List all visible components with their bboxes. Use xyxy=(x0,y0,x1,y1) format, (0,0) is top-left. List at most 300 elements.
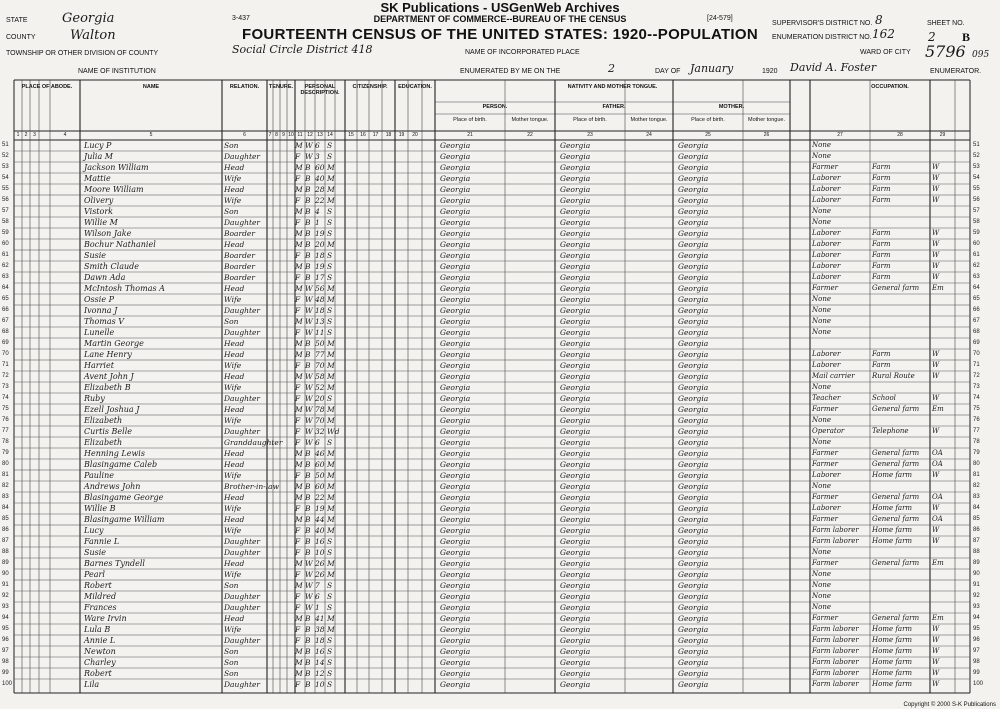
cell-sex: F xyxy=(295,415,301,425)
cell-mbirth: Georgia xyxy=(678,613,709,623)
cell-relation: Boarder xyxy=(224,250,255,260)
cell-mbirth: Georgia xyxy=(678,437,709,447)
cell-relation: Daughter xyxy=(224,426,260,436)
cell-race: W xyxy=(305,591,313,601)
row-number-left: 57 xyxy=(2,208,9,214)
cell-cls: W xyxy=(932,173,940,182)
column-number: 25 xyxy=(705,132,711,138)
cell-name: Olivery xyxy=(84,195,114,205)
cell-name: Julia M xyxy=(84,151,113,161)
cell-sex: M xyxy=(295,140,303,150)
cell-race: W xyxy=(305,580,313,590)
cell-marital: S xyxy=(327,635,333,645)
cell-relation: Wife xyxy=(224,360,242,370)
row-number-right: 67 xyxy=(973,318,980,324)
cell-name: Ruby xyxy=(84,393,105,403)
enumerator-name: David A. Foster xyxy=(790,61,877,74)
cell-birth: Georgia xyxy=(440,316,471,326)
cell-mbirth: Georgia xyxy=(678,569,709,579)
cell-occ: Farm laborer xyxy=(812,657,859,666)
cell-relation: Head xyxy=(224,162,245,172)
cell-ind: Farm xyxy=(872,349,891,358)
cell-sex: M xyxy=(295,558,303,568)
person-tongue-header: Mother tongue. xyxy=(511,117,549,123)
cell-name: Elizabeth B xyxy=(84,382,131,392)
enumeration-district-number: 162 xyxy=(872,27,895,41)
cell-mbirth: Georgia xyxy=(678,217,709,227)
cell-cls: Em xyxy=(932,283,944,292)
cell-age: 19 xyxy=(315,261,325,271)
cell-mbirth: Georgia xyxy=(678,173,709,183)
cell-fbirth: Georgia xyxy=(560,327,591,337)
supervisor-number: 8 xyxy=(875,13,883,27)
cell-relation: Daughter xyxy=(224,635,260,645)
cell-occ: Farmer xyxy=(812,459,839,468)
cell-relation: Head xyxy=(224,184,245,194)
row-number-left: 58 xyxy=(2,219,9,225)
row-number-right: 57 xyxy=(973,208,980,214)
cell-relation: Head xyxy=(224,404,245,414)
cell-relation: Wife xyxy=(224,525,242,535)
cell-occ: Farmer xyxy=(812,404,839,413)
row-number-left: 61 xyxy=(2,252,9,258)
cell-ind: Home farm xyxy=(872,525,913,534)
cell-sex: F xyxy=(295,437,301,447)
cell-race: W xyxy=(305,426,313,436)
cell-fbirth: Georgia xyxy=(560,305,591,315)
cell-sex: F xyxy=(295,250,301,260)
tenure-header: TENURE. xyxy=(268,84,294,90)
cell-fbirth: Georgia xyxy=(560,338,591,348)
cell-sex: M xyxy=(295,228,303,238)
mother-header: MOTHER. xyxy=(718,104,745,110)
row-number-right: 87 xyxy=(973,538,980,544)
cell-mbirth: Georgia xyxy=(678,195,709,205)
cell-name: Lane Henry xyxy=(84,349,132,359)
cell-race: W xyxy=(305,558,313,568)
cell-sex: M xyxy=(295,580,303,590)
cell-race: B xyxy=(305,184,311,194)
cell-race: B xyxy=(305,459,311,469)
cell-birth: Georgia xyxy=(440,657,471,667)
relation-header: RELATION. xyxy=(229,84,260,90)
cell-birth: Georgia xyxy=(440,569,471,579)
cell-birth: Georgia xyxy=(440,239,471,249)
cell-age: 32 xyxy=(315,426,325,436)
cell-birth: Georgia xyxy=(440,305,471,315)
cell-marital: M xyxy=(327,492,335,502)
cell-marital: S xyxy=(327,679,333,689)
cell-cls: OA xyxy=(932,492,943,501)
cell-name: Charley xyxy=(84,657,116,667)
cell-ind: Farm xyxy=(872,272,891,281)
cell-name: Lunelle xyxy=(84,327,115,337)
cell-name: Lucy xyxy=(84,525,104,535)
cell-marital: S xyxy=(327,206,333,216)
cell-sex: F xyxy=(295,536,301,546)
cell-cls: OA xyxy=(932,514,943,523)
cell-name: Moore William xyxy=(84,184,144,194)
cell-marital: S xyxy=(327,305,333,315)
cell-name: Elizabeth xyxy=(84,415,123,425)
cell-age: 40 xyxy=(315,173,325,183)
cell-age: 60 xyxy=(315,162,325,172)
township-label: TOWNSHIP OR OTHER DIVISION OF COUNTY xyxy=(6,50,159,57)
cell-age: 12 xyxy=(315,668,325,678)
cell-mbirth: Georgia xyxy=(678,591,709,601)
cell-age: 17 xyxy=(315,272,325,282)
cell-name: Willie B xyxy=(84,503,116,513)
cell-age: 18 xyxy=(315,305,325,315)
cell-fbirth: Georgia xyxy=(560,239,591,249)
row-number-right: 96 xyxy=(973,637,980,643)
cell-relation: Head xyxy=(224,283,245,293)
cell-marital: M xyxy=(327,448,335,458)
cell-name: Lula B xyxy=(84,624,111,634)
cell-race: B xyxy=(305,360,311,370)
cell-fbirth: Georgia xyxy=(560,481,591,491)
cell-name: Frances xyxy=(84,602,117,612)
cell-age: 28 xyxy=(315,184,325,194)
cell-birth: Georgia xyxy=(440,437,471,447)
cell-mbirth: Georgia xyxy=(678,558,709,568)
row-number-right: 75 xyxy=(973,406,980,412)
institution-label: NAME OF INSTITUTION xyxy=(78,68,156,75)
cell-occ: None xyxy=(812,206,831,215)
row-number-right: 76 xyxy=(973,417,980,423)
cell-race: B xyxy=(305,228,311,238)
cell-age: 50 xyxy=(315,338,325,348)
cell-fbirth: Georgia xyxy=(560,679,591,689)
cell-sex: F xyxy=(295,525,301,535)
cell-relation: Daughter xyxy=(224,602,260,612)
cell-occ: Farmer xyxy=(812,558,839,567)
cell-ind: Farm xyxy=(872,239,891,248)
cell-mbirth: Georgia xyxy=(678,536,709,546)
cell-name: Dawn Ada xyxy=(84,272,126,282)
cell-ind: Home farm xyxy=(872,668,913,677)
cell-sex: F xyxy=(295,591,301,601)
cell-cls: W xyxy=(932,239,940,248)
cell-fbirth: Georgia xyxy=(560,536,591,546)
cell-fbirth: Georgia xyxy=(560,162,591,172)
cell-mbirth: Georgia xyxy=(678,448,709,458)
cell-race: W xyxy=(305,382,313,392)
cell-ind: Farm xyxy=(872,195,891,204)
row-number-left: 76 xyxy=(2,417,9,423)
cell-birth: Georgia xyxy=(440,272,471,282)
cell-marital: S xyxy=(327,602,333,612)
row-number-right: 58 xyxy=(973,219,980,225)
cell-sex: M xyxy=(295,162,303,172)
cell-marital: M xyxy=(327,415,335,425)
cell-mbirth: Georgia xyxy=(678,470,709,480)
cell-ind: Rural Route xyxy=(872,371,915,380)
row-number-left: 63 xyxy=(2,274,9,280)
form-number: 3-437 xyxy=(232,15,250,22)
row-number-right: 81 xyxy=(973,472,980,478)
enumeration-district-label: ENUMERATION DISTRICT NO. xyxy=(772,34,872,41)
row-number-left: 90 xyxy=(2,571,9,577)
column-number: 11 xyxy=(297,132,303,138)
cell-mbirth: Georgia xyxy=(678,404,709,414)
cell-marital: M xyxy=(327,338,335,348)
cell-fbirth: Georgia xyxy=(560,261,591,271)
row-number-left: 85 xyxy=(2,516,9,522)
row-number-left: 60 xyxy=(2,241,9,247)
cell-birth: Georgia xyxy=(440,283,471,293)
row-number-left: 64 xyxy=(2,285,9,291)
cell-age: 11 xyxy=(315,327,325,337)
row-number-left: 52 xyxy=(2,153,9,159)
cell-name: Vistork xyxy=(84,206,114,216)
row-number-left: 66 xyxy=(2,307,9,313)
cell-race: B xyxy=(305,206,311,216)
education-header: EDUCATION. xyxy=(398,84,432,90)
cell-race: B xyxy=(305,481,311,491)
mother-birthplace-header: Place of birth. xyxy=(691,117,725,123)
cell-mbirth: Georgia xyxy=(678,349,709,359)
cell-relation: Wife xyxy=(224,294,242,304)
cell-mbirth: Georgia xyxy=(678,228,709,238)
cell-occ: None xyxy=(812,316,831,325)
cell-race: B xyxy=(305,470,311,480)
cell-race: B xyxy=(305,349,311,359)
row-number-right: 62 xyxy=(973,263,980,269)
row-number-left: 62 xyxy=(2,263,9,269)
cell-race: B xyxy=(305,217,311,227)
row-number-right: 98 xyxy=(973,659,980,665)
cell-ind: Home farm xyxy=(872,635,913,644)
cell-occ: None xyxy=(812,382,831,391)
cell-relation: Son xyxy=(224,668,239,678)
cell-birth: Georgia xyxy=(440,613,471,623)
cell-name: Pauline xyxy=(84,470,114,480)
cell-name: Ivonna J xyxy=(84,305,118,315)
cell-race: B xyxy=(305,525,311,535)
cell-marital: M xyxy=(327,283,335,293)
cell-sex: F xyxy=(295,327,301,337)
cell-occ: None xyxy=(812,294,831,303)
cell-cls: W xyxy=(932,360,940,369)
cell-name: Martin George xyxy=(84,338,144,348)
cell-race: W xyxy=(305,140,313,150)
cell-race: W xyxy=(305,437,313,447)
cell-relation: Head xyxy=(224,371,245,381)
cell-fbirth: Georgia xyxy=(560,437,591,447)
cell-race: B xyxy=(305,173,311,183)
cell-sex: M xyxy=(295,184,303,194)
cell-sex: F xyxy=(295,503,301,513)
cell-fbirth: Georgia xyxy=(560,547,591,557)
cell-relation: Daughter xyxy=(224,393,260,403)
enumerated-by-label: ENUMERATED BY ME ON THE xyxy=(460,68,561,75)
cell-sex: M xyxy=(295,657,303,667)
row-number-right: 68 xyxy=(973,329,980,335)
cell-marital: M xyxy=(327,404,335,414)
row-number-right: 69 xyxy=(973,340,980,346)
cell-occ: None xyxy=(812,602,831,611)
cell-sex: F xyxy=(295,426,301,436)
cell-sex: M xyxy=(295,613,303,623)
row-number-left: 94 xyxy=(2,615,9,621)
row-number-right: 59 xyxy=(973,230,980,236)
cell-relation: Son xyxy=(224,206,239,216)
column-number: 19 xyxy=(398,132,405,138)
cell-fbirth: Georgia xyxy=(560,404,591,414)
cell-cls: W xyxy=(932,184,940,193)
cell-birth: Georgia xyxy=(440,415,471,425)
cell-name: Ezell Joshua J xyxy=(84,404,140,414)
citizenship-header: CITIZENSHIP. xyxy=(352,84,388,90)
cell-age: 16 xyxy=(315,536,325,546)
cell-mbirth: Georgia xyxy=(678,657,709,667)
cell-race: B xyxy=(305,338,311,348)
cell-race: B xyxy=(305,668,311,678)
cell-mbirth: Georgia xyxy=(678,162,709,172)
cell-occ: Laborer xyxy=(812,261,841,270)
cell-mbirth: Georgia xyxy=(678,327,709,337)
cell-age: 10 xyxy=(315,547,325,557)
year-label: 1920 xyxy=(762,68,778,75)
cell-birth: Georgia xyxy=(440,536,471,546)
cell-marital: M xyxy=(327,525,335,535)
cell-race: B xyxy=(305,635,311,645)
cell-birth: Georgia xyxy=(440,547,471,557)
cell-relation: Brother-in-law xyxy=(224,481,280,491)
cell-name: Lucy P xyxy=(84,140,112,150)
cell-marital: S xyxy=(327,580,333,590)
cell-sex: F xyxy=(295,151,301,161)
row-number-right: 92 xyxy=(973,593,980,599)
cell-name: Blasingame Caleb xyxy=(84,459,158,469)
cell-fbirth: Georgia xyxy=(560,393,591,403)
cell-sex: M xyxy=(295,349,303,359)
cell-race: B xyxy=(305,261,311,271)
cell-occ: None xyxy=(812,217,831,226)
cell-birth: Georgia xyxy=(440,459,471,469)
cell-fbirth: Georgia xyxy=(560,646,591,656)
cell-relation: Daughter xyxy=(224,679,260,689)
cell-name: Barnes Tyndell xyxy=(84,558,145,568)
cell-occ: Farm laborer xyxy=(812,536,859,545)
cell-ind: General farm xyxy=(872,558,920,567)
cell-birth: Georgia xyxy=(440,360,471,370)
cell-occ: Laborer xyxy=(812,228,841,237)
cell-name: Robert xyxy=(84,668,112,678)
row-number-left: 77 xyxy=(2,428,9,434)
row-number-right: 56 xyxy=(973,197,980,203)
row-number-right: 53 xyxy=(973,164,980,170)
stamp-extra: 095 xyxy=(972,50,990,60)
row-number-right: 100 xyxy=(973,681,984,687)
column-number: 7 xyxy=(268,132,272,138)
column-number: 3 xyxy=(33,132,36,138)
ward-label: WARD OF CITY xyxy=(860,49,911,56)
cell-mbirth: Georgia xyxy=(678,415,709,425)
cell-occ: Laborer xyxy=(812,173,841,182)
cell-race: B xyxy=(305,613,311,623)
cell-occ: Laborer xyxy=(812,184,841,193)
cell-mbirth: Georgia xyxy=(678,602,709,612)
cell-mbirth: Georgia xyxy=(678,261,709,271)
cell-birth: Georgia xyxy=(440,338,471,348)
cell-occ: Farm laborer xyxy=(812,679,859,688)
cell-sex: F xyxy=(295,679,301,689)
cell-marital: M xyxy=(327,162,335,172)
cell-mbirth: Georgia xyxy=(678,184,709,194)
cell-fbirth: Georgia xyxy=(560,415,591,425)
cell-marital: S xyxy=(327,151,333,161)
row-number-right: 86 xyxy=(973,527,980,533)
cell-mbirth: Georgia xyxy=(678,679,709,689)
cell-sex: M xyxy=(295,668,303,678)
cell-fbirth: Georgia xyxy=(560,382,591,392)
cell-fbirth: Georgia xyxy=(560,371,591,381)
cell-marital: S xyxy=(327,217,333,227)
cell-birth: Georgia xyxy=(440,382,471,392)
cell-fbirth: Georgia xyxy=(560,360,591,370)
cell-occ: Farmer xyxy=(812,514,839,523)
cell-relation: Head xyxy=(224,338,245,348)
cell-marital: S xyxy=(327,536,333,546)
cell-name: Henning Lewis xyxy=(84,448,145,458)
row-number-left: 79 xyxy=(2,450,9,456)
cell-birth: Georgia xyxy=(440,173,471,183)
cell-marital: S xyxy=(327,316,333,326)
cell-name: Willie M xyxy=(84,217,118,227)
row-number-right: 77 xyxy=(973,428,980,434)
row-number-left: 73 xyxy=(2,384,9,390)
cell-relation: Wife xyxy=(224,569,242,579)
sheet-label: SHEET NO. xyxy=(927,20,965,27)
cell-marital: Wd xyxy=(327,426,340,436)
row-number-left: 88 xyxy=(2,549,9,555)
cell-marital: S xyxy=(327,547,333,557)
cell-race: B xyxy=(305,657,311,667)
cell-relation: Daughter xyxy=(224,217,260,227)
cell-age: 60 xyxy=(315,481,325,491)
cell-sex: F xyxy=(295,294,301,304)
cell-sex: M xyxy=(295,316,303,326)
cell-ind: Home farm xyxy=(872,536,913,545)
cell-cls: W xyxy=(932,624,940,633)
cell-race: W xyxy=(305,404,313,414)
cell-occ: Farmer xyxy=(812,283,839,292)
cell-cls: Em xyxy=(932,404,944,413)
cell-ind: General farm xyxy=(872,448,920,457)
cell-name: Fannie L xyxy=(84,536,120,546)
enumerator-label: ENUMERATOR. xyxy=(930,68,982,75)
cell-occ: Farm laborer xyxy=(812,635,859,644)
cell-occ: Laborer xyxy=(812,360,841,369)
cell-birth: Georgia xyxy=(440,481,471,491)
cell-relation: Wife xyxy=(224,415,242,425)
cell-sex: M xyxy=(295,239,303,249)
cell-birth: Georgia xyxy=(440,349,471,359)
cell-ind: Farm xyxy=(872,261,891,270)
cell-age: 26 xyxy=(315,569,325,579)
cell-relation: Head xyxy=(224,459,245,469)
cell-age: 20 xyxy=(315,239,325,249)
row-number-right: 85 xyxy=(973,516,980,522)
cell-name: Jackson William xyxy=(84,162,149,172)
row-number-left: 72 xyxy=(2,373,9,379)
cell-age: 7 xyxy=(315,580,320,590)
cell-fbirth: Georgia xyxy=(560,206,591,216)
cell-relation: Son xyxy=(224,646,239,656)
cell-name: Susie xyxy=(84,250,107,260)
